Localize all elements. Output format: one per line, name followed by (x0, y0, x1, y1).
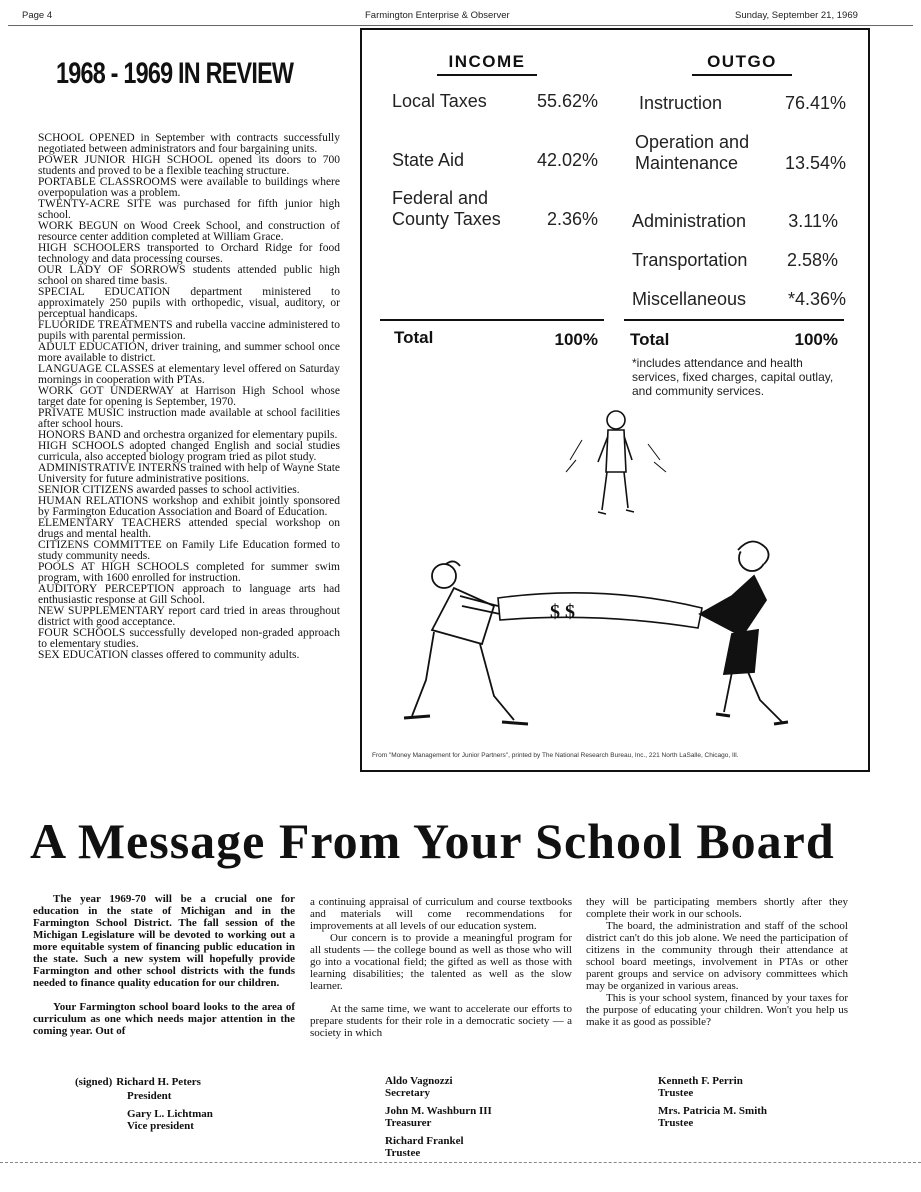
signature-name: John M. Washburn III (385, 1105, 492, 1117)
review-item: TWENTY-ACRE SITE was purchased for fifth junior high school. (38, 198, 340, 221)
signature-role: Trustee (658, 1087, 694, 1099)
signature-name: Kenneth F. Perrin (658, 1075, 743, 1087)
outgo-label: Operation and Maintenance (635, 132, 750, 173)
page-number: Page 4 (22, 10, 53, 21)
signature-role: Treasurer (385, 1117, 432, 1129)
tug-of-war-illustration (402, 400, 842, 750)
message-paragraph: Your Farmington school board looks to the area of curriculum as one which needs major attention in the coming year. Out of (33, 1001, 295, 1037)
signature-name: Mrs. Patricia M. Smith (658, 1105, 768, 1117)
outgo-heading: OUTGO (707, 52, 777, 71)
message-title: A Message From Your School Board (30, 813, 835, 869)
outgo-underline (692, 74, 792, 76)
outgo-value: 13.54% (784, 153, 846, 173)
review-item: WORK BEGUN on Wood Creek School, and construction of resource center addition completed at William Grace. (38, 220, 340, 243)
message-paragraph: The year 1969-70 will be a crucial one for education in the state of Michigan and in the Farmington School District. The fall session of the Michigan Legislature will be devoted to working out a more equitable system of financing public education in the state. Such a new system will hopefully provide Farmington and other school districts with the funds needed to finance quality education for our children. (33, 893, 295, 989)
message-column-1 (33, 893, 295, 1037)
review-item: HIGH SCHOOLERS transported to Orchard Ridge for food technology and data processing courses. (38, 242, 340, 265)
outgo-value: 2.58% (786, 250, 838, 270)
message-column-3 (586, 896, 848, 1028)
income-total-value: 100% (554, 330, 598, 349)
signature-block-2 (385, 1075, 492, 1159)
review-item: POWER JUNIOR HIGH SCHOOL opened its doors to 700 students and proved to be a flexible teaching structure. (38, 154, 340, 177)
outgo-label: Miscellaneous (632, 289, 747, 309)
outgo-label: Administration (632, 211, 747, 231)
signature-name: Richard Frankel (385, 1135, 464, 1147)
review-item: CITIZENS COMMITTEE on Family Life Education formed to study community needs. (38, 539, 340, 562)
review-item: HONORS BAND and orchestra organized for elementary pupils. (38, 429, 338, 441)
review-item: AUDITORY PERCEPTION approach to language arts had enthusiastic response at Gill School. (38, 583, 340, 606)
message-paragraph: At the same time, we want to accelerate our efforts to prepare students for their role in a democratic society — a society in which (310, 1003, 572, 1039)
signature-role: Vice president (127, 1120, 194, 1132)
review-item: LANGUAGE CLASSES at elementary level offered on Saturday mornings in cooperation with PTAs. (38, 363, 340, 386)
outgo-total-value: 100% (794, 330, 838, 349)
woman-figure (700, 541, 788, 724)
signature-role: Trustee (658, 1117, 694, 1129)
review-item: HIGH SCHOOLS adopted changed English and social studies curricula, also accepted biology program tried as pilot study. (38, 440, 340, 463)
income-label: State Aid (392, 150, 465, 170)
bottom-rule (0, 1162, 921, 1164)
review-item: NEW SUPPLEMENTARY report card tried in areas throughout district with good acceptance. (38, 605, 340, 628)
income-heading: INCOME (448, 52, 526, 71)
income-value: 2.36% (546, 209, 598, 229)
outgo-total-label: Total (630, 330, 670, 349)
review-item: FOUR SCHOOLS successfully developed non-graded approach to elementary studies. (38, 627, 340, 650)
income-underline (437, 74, 537, 76)
review-item: PRIVATE MUSIC instruction made available at school facilities after school hours. (38, 407, 340, 430)
signature-role: President (127, 1090, 172, 1102)
income-value: 55.62% (536, 91, 598, 111)
signature-name: Richard H. Peters (116, 1076, 201, 1088)
outgo-footnote: *includes attendance and health services, fixed charges, capital outlay, and community services. (632, 356, 834, 398)
message-paragraph: they will be participating members shortly after they complete their work in our schools. (586, 896, 848, 920)
review-item: WORK GOT UNDERWAY at Harrison High School whose target date for opening is September, 1970. (38, 385, 340, 408)
outgo-value: *4.36% (787, 289, 846, 309)
review-item: SEX EDUCATION classes offered to community adults. (38, 649, 300, 661)
review-item: HUMAN RELATIONS workshop and exhibit jointly sponsored by Farmington Education Association and Board of Education. (38, 495, 340, 518)
newspaper-name: Farmington Enterprise & Observer (365, 10, 510, 21)
signature-role: Secretary (385, 1087, 430, 1099)
message-paragraph: This is your school system, financed by your taxes for the purpose of educating your children. Won't you help us make it as good as possible? (586, 992, 848, 1028)
outgo-label: Transportation (632, 250, 748, 270)
review-item: ADMINISTRATIVE INTERNS trained with help of Wayne State University for future administrative positions. (38, 462, 340, 485)
message-paragraph: The board, the administration and staff of the school district can't do this job alone. We need the participation of citizens in the community through their attendance at school board meetings, involvement in PTAs or other parent groups and service on advisory committees which may be organized in various areas. (586, 920, 848, 992)
header-rule (8, 25, 913, 26)
income-label: Federal and County Taxes (392, 188, 501, 229)
man-figure (404, 561, 528, 724)
floating-child (566, 411, 666, 514)
income-value: 42.02% (536, 150, 598, 170)
outgo-value: 3.11% (788, 211, 838, 231)
review-title: 1968 - 1969 IN REVIEW (56, 57, 294, 90)
message-paragraph: Our concern is to provide a meaningful program for all students — the college bound as well as those who will go into a vocational field; the gifted as well as those with learning disabilities; the talented as well as the slow learner. (310, 932, 572, 992)
illustration-credit: From "Money Management for Junior Partners", printed by The National Research Bureau, Inc., 221 North LaSalle, Chicago, Ill. (372, 752, 739, 759)
income-label: Local Taxes (392, 91, 487, 111)
review-list (38, 133, 340, 661)
signature-name: Aldo Vagnozzi (385, 1075, 453, 1087)
review-item: SENIOR CITIZENS awarded passes to school activities. (38, 484, 300, 496)
review-item: PORTABLE CLASSROOMS were available to buildings where overpopulation was a problem. (38, 176, 340, 199)
signature-block-3 (658, 1075, 767, 1129)
review-item: OUR LADY OF SORROWS students attended public high school on shared time basis. (38, 264, 340, 287)
outgo-label: Instruction (639, 93, 723, 113)
review-item: SCHOOL OPENED in September with contracts successfully negotiated between administrators and four bargaining units. (38, 132, 340, 155)
signed-label: (signed) (75, 1076, 113, 1088)
outgo-total-rule (624, 319, 844, 321)
budget-box (360, 28, 870, 772)
money-sign-text: $ $ (550, 601, 575, 623)
review-item: ELEMENTARY TEACHERS attended special workshop on drugs and mental health. (38, 517, 340, 540)
signature-name: Gary L. Lichtman (127, 1108, 213, 1120)
message-paragraph: a continuing appraisal of curriculum and course textbooks and materials will come recommendations for improvements at all levels of our education system. (310, 896, 572, 932)
message-column-2 (310, 896, 572, 1039)
review-item: FLUORIDE TREATMENTS and rubella vaccine administered to pupils with parental permission. (38, 319, 340, 342)
income-total-rule (380, 319, 604, 321)
outgo-value: 76.41% (784, 93, 846, 113)
review-item: ADULT EDUCATION, driver training, and summer school once more available to district. (38, 341, 340, 364)
signature-role: Trustee (385, 1147, 421, 1159)
signature-block-1 (75, 1072, 213, 1132)
money-banner (498, 593, 702, 628)
income-total-label: Total (394, 328, 434, 347)
review-item: SPECIAL EDUCATION department ministered to approximately 250 pupils with orthopedic, visual, auditory, or perceptual handicaps. (38, 286, 340, 320)
issue-date: Sunday, September 21, 1969 (735, 10, 858, 21)
review-item: POOLS AT HIGH SCHOOLS completed for summer swim program, with 1600 enrolled for instruction. (38, 561, 340, 584)
